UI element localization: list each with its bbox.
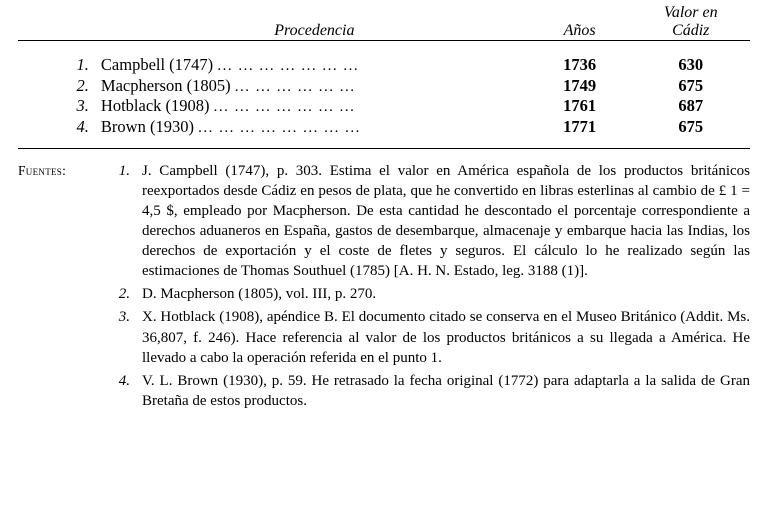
sources-list: [104, 161, 750, 414]
source-text: V. L. Brown (1930), p. 59. He retrasado la fecha original (1772) para adaptarla a la salida de Gran Bretaña de estos productos.: [142, 372, 750, 409]
source-number: 4.: [118, 372, 130, 389]
header-procedencia: Procedencia: [274, 21, 355, 39]
header-valor-line2: Cádiz: [672, 21, 710, 39]
source-number: 1.: [118, 162, 130, 179]
table-bottom-rule: [18, 138, 750, 149]
table-row: [18, 117, 750, 138]
row-source-label: Campbell (1747): [100, 54, 214, 74]
source-text: X. Hotblack (1908), apéndice B. El documento citado se conserva en el Museo Británico (Addit. Ms. 36,807, f. 246). Hace referencia al valor de los productos británicos a su llegada a América. He llevado a cabo la operación referida en el punto 1.: [142, 309, 750, 366]
row-number: 2.: [76, 75, 89, 95]
header-valor-en-cadiz: [631, 4, 750, 40]
row-source-label: Brown (1930): [100, 117, 194, 137]
list-item: [104, 161, 750, 282]
row-number: 3.: [76, 96, 89, 116]
table-header-row: [18, 4, 750, 40]
row-source-label: Hotblack (1908): [100, 96, 210, 116]
table-row: [18, 76, 750, 97]
sources-block: [18, 161, 750, 414]
row-number: 4.: [76, 117, 89, 137]
row-valor: 630: [678, 54, 704, 74]
leader-dots: ... ... ... ... ... ... ...: [213, 99, 356, 116]
row-valor: 675: [678, 117, 704, 137]
row-source-name: [101, 76, 528, 97]
list-item: [104, 371, 750, 411]
document-page: [0, 4, 768, 512]
source-text: D. Macpherson (1805), vol. III, p. 270.: [142, 286, 377, 303]
data-table: [18, 4, 750, 149]
row-source-name: [101, 55, 528, 76]
leader-dots: ... ... ... ... ... ...: [234, 78, 356, 95]
table-row: [18, 55, 750, 76]
leader-dots: ... ... ... ... ... ... ...: [217, 57, 360, 74]
row-valor: 675: [678, 75, 704, 95]
row-anos: 1749: [563, 75, 597, 95]
row-source-name: [101, 117, 528, 138]
leader-dots: ... ... ... ... ... ... ... ...: [198, 120, 361, 137]
sources-label: Fuentes:: [18, 162, 67, 178]
row-anos: 1736: [563, 54, 597, 74]
table-spacer: [18, 40, 750, 55]
row-source-label: Macpherson (1805): [100, 75, 231, 95]
list-item: [104, 284, 750, 304]
row-source-name: [101, 96, 528, 117]
header-valor-line1: Valor en: [663, 4, 718, 21]
list-item: [104, 307, 750, 367]
header-anos: Años: [563, 21, 596, 39]
row-anos: 1761: [563, 96, 597, 116]
header-blank: [18, 4, 101, 40]
row-valor: 687: [678, 96, 704, 116]
source-number: 3.: [118, 309, 130, 326]
table-row: [18, 96, 750, 117]
row-number: 1.: [76, 54, 89, 74]
source-text: J. Campbell (1747), p. 303. Estima el valor en América española de los productos británicos reexportados desde Cádiz en pesos de plata, que he convertido en libras esterlinas al cambio de £ 1 = 4,5 $, empleado por Macpherson. De esta cantidad he descontado el porcentaje correspondiente a derechos aduaneros en España, gastos de desembarque, almacenaje y embarque hacia las Indias, los derechos de exportación y el coste de fletes y seguros. El cálculo lo he realizado según las estimaciones de Thomas Southuel (1785) [A. H. N. Estado, leg. 3188 (1)].: [142, 162, 750, 280]
source-number: 2.: [118, 286, 130, 303]
row-anos: 1771: [563, 117, 597, 137]
